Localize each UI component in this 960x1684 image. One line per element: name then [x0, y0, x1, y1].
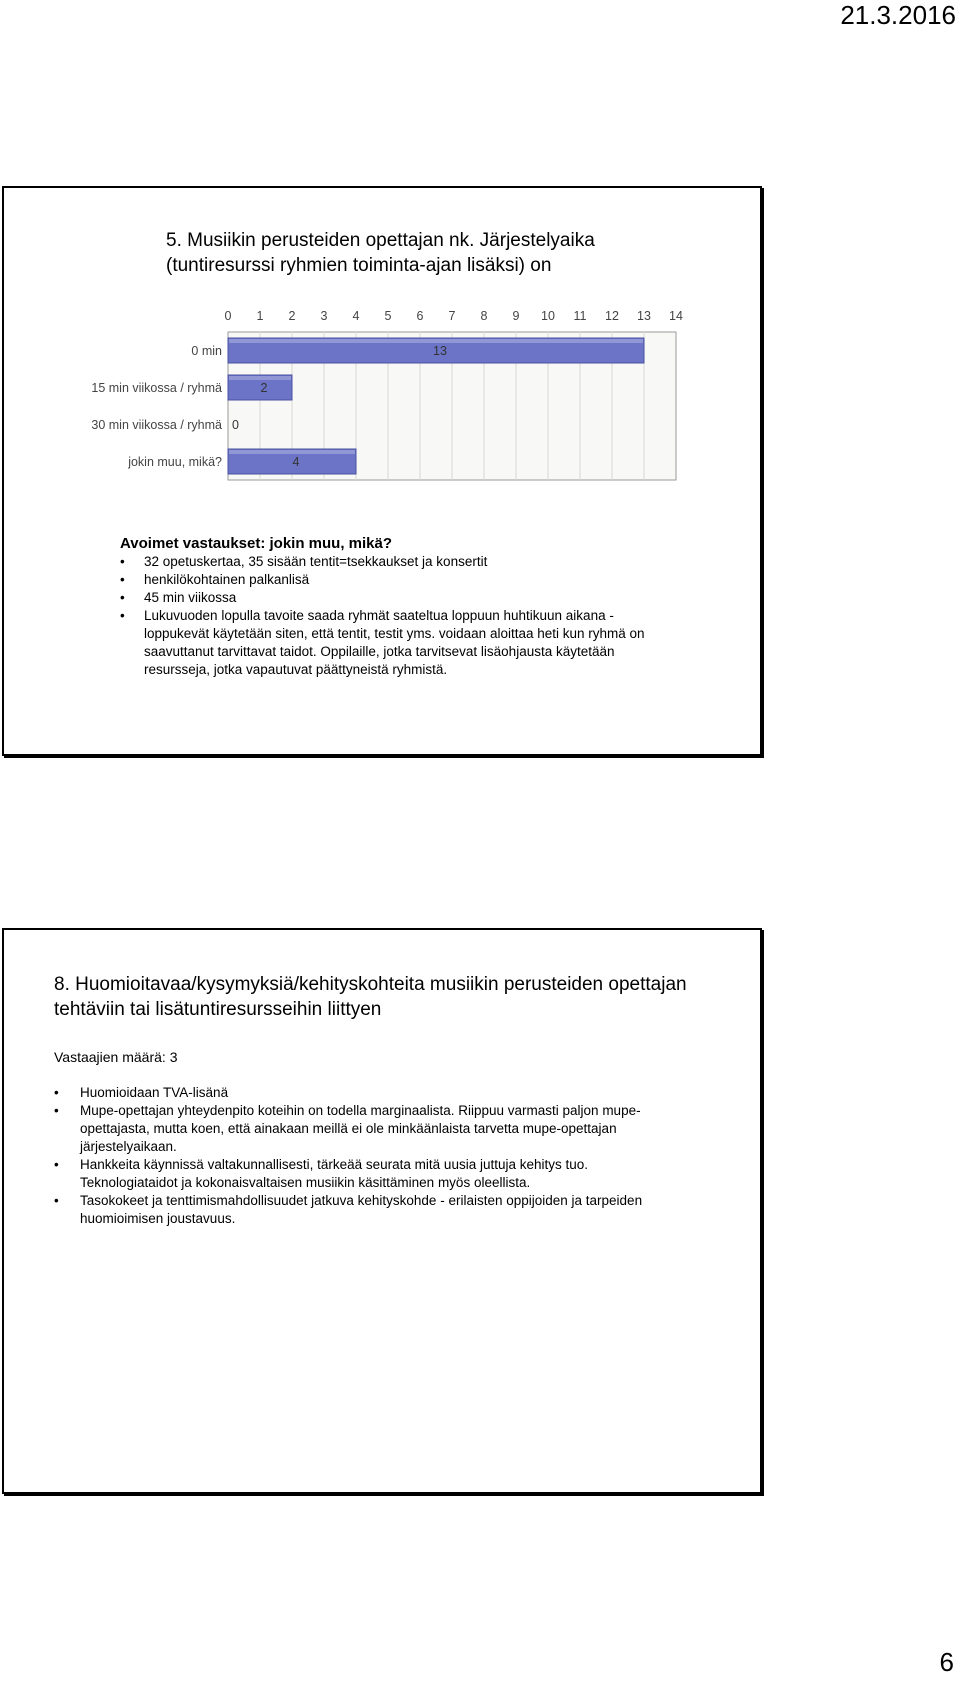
list-item: • 32 opetuskertaa, 35 sisään tentit=tsekkaukset ja konsertit: [120, 553, 680, 571]
data-label: 4: [292, 455, 300, 469]
slide1-title: [166, 228, 595, 278]
data-label: 13: [433, 344, 447, 358]
x-tick-label: 5: [384, 309, 392, 323]
x-tick-label: 4: [352, 309, 360, 323]
x-tick-label: 3: [320, 309, 328, 323]
list-item: • Tasokokeet ja tenttimismahdollisuudet jatkuva kehityskohde - erilaisten oppijoiden ja tarpeiden huomioimisen joustavuus.: [54, 1192, 654, 1228]
x-tick-label: 14: [669, 309, 683, 323]
category-label: 0 min: [191, 344, 222, 358]
header-date: 21.3.2016: [840, 0, 956, 30]
category-label: jokin muu, mikä?: [128, 455, 222, 469]
slide2-title: 8. Huomioitavaa/kysymyksiä/kehityskohteita musiikin perusteiden opettajan tehtäviin tai lisätuntiresursseihin liittyen: [54, 974, 687, 1020]
list-item: • Hankkeita käynnissä valtakunnallisesti, tärkeää seurata mitä uusia juttuja kehitys tuo. Teknologiataidot ja kokonaisvaltaisen musiikin käsittäminen myös oleellista.: [54, 1156, 654, 1192]
list-item: • Mupe-opettajan yhteydenpito koteihin on todella marginaalista. Riippuu varmasti paljon mupe-opettajasta, mutta koen, että ainakaan meillä ei ole minkäänlaista tarvetta mupe-opettajan järjestelyaikaan.: [54, 1102, 654, 1156]
bar-highlight: [229, 339, 643, 343]
slide1-title-line1: 5. Musiikin perusteiden opettajan nk. Järjestelyaika: [166, 230, 595, 251]
x-tick-label: 8: [480, 309, 488, 323]
list-item: • Lukuvuoden lopulla tavoite saada ryhmät saateltua loppuun huhtikuun aikana - loppukevät käytetään siten, että tentit, testit yms. voidaan aloittaa heti kun ryhmä on saavuttanut tarvittavat taidot. Oppilaille, jotka tarvitsevat lisäohjausta käytetään resursseja, jotka vapautuvat päättyneistä ryhmistä.: [120, 607, 680, 679]
respondent-count: Vastaajien määrä: 3: [54, 1049, 178, 1065]
x-tick-label: 1: [256, 309, 264, 323]
data-label: 2: [260, 381, 268, 395]
bar-highlight: [229, 376, 291, 380]
list-item: • Huomioidaan TVA-lisänä: [54, 1084, 654, 1102]
list-item: • 45 min viikossa: [120, 589, 680, 607]
data-label: 0: [232, 418, 239, 432]
x-tick-label: 10: [541, 309, 555, 323]
x-tick-label: 12: [605, 309, 619, 323]
x-tick-label: 9: [512, 309, 520, 323]
list-item: • henkilökohtainen palkanlisä: [120, 571, 680, 589]
bar-highlight: [229, 450, 355, 454]
page-number: 6: [939, 1647, 954, 1677]
category-label: 30 min viikossa / ryhmä: [91, 418, 222, 432]
x-tick-label: 0: [224, 309, 232, 323]
x-tick-label: 6: [416, 309, 424, 323]
x-tick-label: 2: [288, 309, 296, 323]
x-tick-label: 11: [573, 309, 587, 323]
notes-list: [54, 1084, 654, 1228]
slide1-title-line2: (tuntiresurssi ryhmien toiminta-ajan lisäksi) on: [166, 255, 552, 276]
open-answers-list: [120, 553, 680, 679]
category-label: 15 min viikossa / ryhmä: [91, 381, 222, 395]
x-tick-label: 13: [637, 309, 651, 323]
open-answers-heading: Avoimet vastaukset: jokin muu, mikä?: [120, 535, 393, 552]
bar-chart: [0, 300, 720, 490]
x-tick-label: 7: [448, 309, 456, 323]
